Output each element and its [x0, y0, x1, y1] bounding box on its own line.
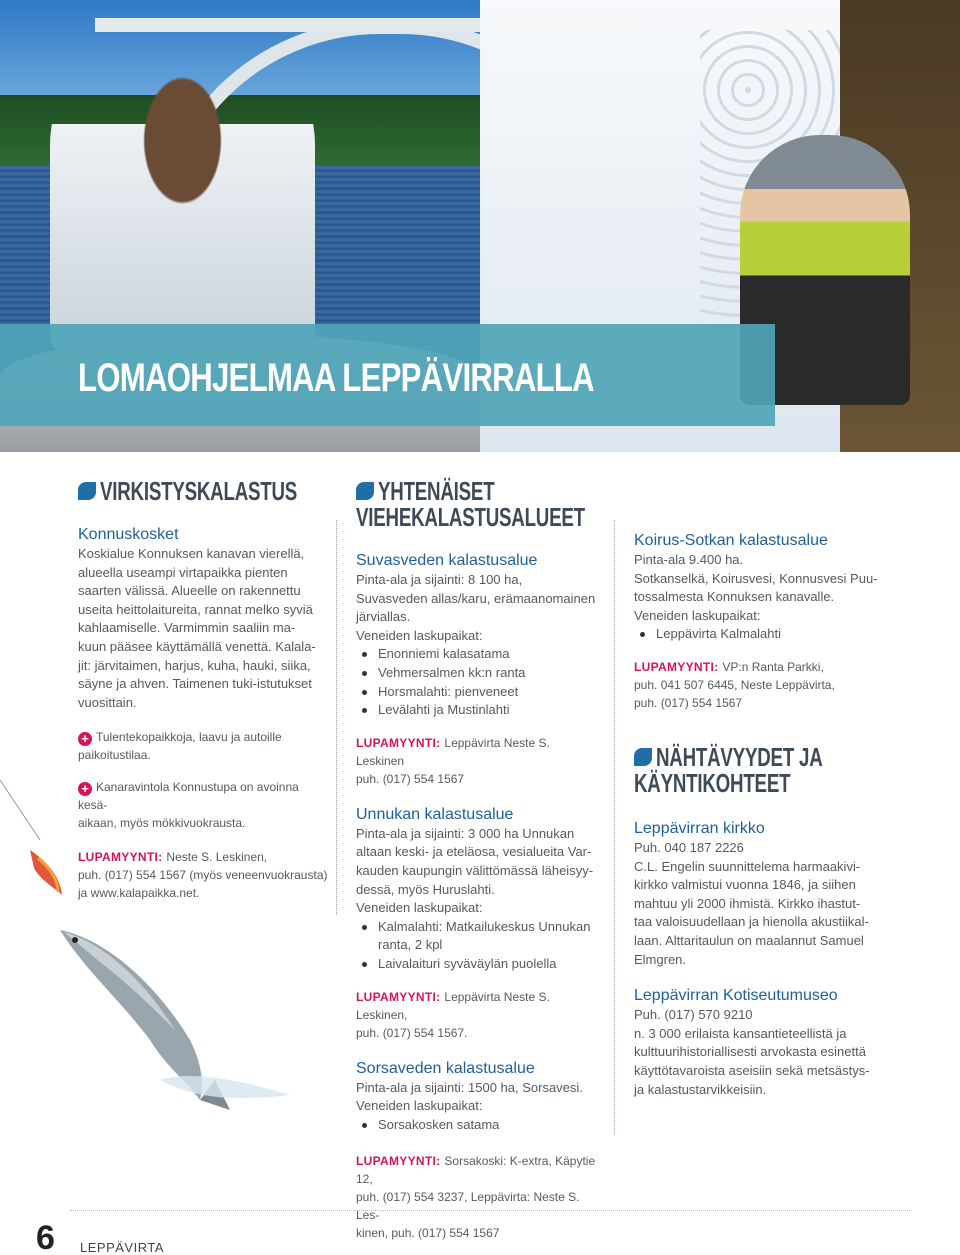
- text-line: kauden kaupungin välittömässä läheisyy-: [356, 862, 594, 878]
- text-line: Veneiden laskupaikat:: [356, 1098, 483, 1114]
- text-line: puh. (017) 554 1567: [356, 771, 465, 786]
- text-line: saarten välissä. Alueelle on rakennettu: [78, 583, 301, 599]
- text-line: puh. 041 507 6445, Neste Leppävirta,: [634, 677, 835, 692]
- area-description: [356, 571, 596, 645]
- list-item: Enonniemi kalasatama: [356, 645, 596, 664]
- text-line: järviallas.: [356, 609, 411, 625]
- launch-list: [356, 918, 596, 974]
- text-line: Sotkanselkä, Koirusvesi, Konnusvesi Puu-: [634, 570, 878, 586]
- sight-title: Leppävirran Kotiseutumuseo: [634, 987, 838, 1005]
- text-line: ja www.kalapaikka.net.: [78, 886, 200, 901]
- list-item: [356, 918, 596, 955]
- sight-description: [634, 839, 884, 969]
- area-title: Unnukan kalastusalue: [356, 805, 514, 823]
- amenity-note: [78, 728, 328, 764]
- section-title-block: [634, 741, 887, 798]
- photo-paddler: [50, 25, 315, 355]
- area-title: Koirus-Sotkan kalastusalue: [634, 532, 828, 549]
- leaf-bullet-icon: [634, 748, 652, 766]
- text-line: puh. (017) 554 1567: [634, 695, 743, 710]
- launch-list: [356, 645, 596, 719]
- area-description: [634, 551, 884, 625]
- section-title: KÄYNTIKOHTEET: [634, 767, 791, 798]
- list-item: Vehmersalmen kk:n ranta: [356, 664, 596, 683]
- text-line: Sorsakoski: K-extra, Käpytie 12,: [356, 1154, 596, 1187]
- text-line: Leppävirta Neste S. Leskinen: [356, 735, 550, 768]
- column-viehekalastusalueet: [356, 478, 596, 1242]
- text-line: Veneiden laskupaikat:: [356, 900, 483, 916]
- text-line: C.L. Engelin suunnittelema harmaakivi-: [634, 858, 861, 874]
- text-line: käyttötavaroista aseisiin sekä metsästys-: [634, 1062, 870, 1078]
- text-line: ranta, 2 kpl: [378, 937, 443, 953]
- text-line: Puh. 040 187 2226: [634, 839, 744, 855]
- text-line: laan. Alttaritaulun on maalannut Samuel: [634, 932, 864, 948]
- area-title: Suvasveden kalastusalue: [356, 552, 538, 569]
- text-line: Neste S. Leskinen,: [166, 850, 268, 865]
- text-line: useita heittolaitureita, rannat melko syviä: [78, 601, 313, 617]
- text-line: Pinta-ala ja sijainti: 3 000 ha Unnukan: [356, 825, 575, 841]
- section-title: YHTENÄISET: [378, 476, 495, 506]
- fishing-line: [0, 780, 40, 840]
- section-title: VIRKISTYSKALASTUS: [100, 476, 298, 506]
- text-line: säyne ja ahven. Taimenen tuki-istutukset: [78, 676, 312, 692]
- text-line: vuosittain.: [78, 694, 137, 710]
- text-line: Veneiden laskupaikat:: [356, 627, 483, 643]
- text-line: Pinta-ala ja sijainti: 8 100 ha,: [356, 572, 523, 587]
- text-line: paikoitustilaa.: [78, 748, 151, 763]
- text-line: kahlaamiselle. Varmimmin saaliin ma-: [78, 620, 296, 636]
- leaf-bullet-icon: [78, 482, 96, 500]
- text-line: puh. (017) 554 3237, Leppävirta: Neste S. Les-: [356, 1190, 580, 1223]
- text-line: kulttuurihistoriallisesti arvokasta esinettä: [634, 1044, 866, 1060]
- text-line: taa valoisuudellaan ja hienolla akustiikal-: [634, 914, 869, 930]
- text-line: Kalmalahti: Matkailukeskus Unnukan: [378, 918, 591, 934]
- text-line: altaan keski- ja eteläosa, vesialueita Var-: [356, 844, 592, 860]
- text-line: puh. (017) 554 1567 (myös veneenvuokrausta): [78, 868, 328, 883]
- permit-sales: [356, 988, 596, 1042]
- area-description: [356, 1079, 596, 1116]
- permit-label: LUPAMYYNTI:: [78, 850, 163, 865]
- fish-illustration: [0, 780, 380, 1120]
- salmon-body: [60, 930, 202, 1100]
- plus-icon: +: [78, 732, 92, 746]
- list-item: Laivalaituri syväväylän puolella: [356, 955, 596, 974]
- text-line: Veneiden laskupaikat:: [634, 607, 761, 623]
- permit-sales: [356, 1152, 596, 1242]
- permit-label: LUPAMYYNTI:: [356, 989, 441, 1004]
- text-line: n. 3 000 erilaista kansantieteellistä ja: [634, 1025, 847, 1041]
- text-line: kirkko valmistui vuonna 1846, ja siihen: [634, 877, 856, 893]
- permit-sales: [634, 658, 884, 712]
- section-heading: [634, 741, 884, 798]
- launch-list: [356, 1116, 596, 1135]
- text-line: Pinta-ala ja sijainti: 1500 ha, Sorsavesi.: [356, 1079, 583, 1095]
- sight-description: [634, 1006, 884, 1099]
- text-line: alueella useampi virtapaikka pienten: [78, 564, 288, 580]
- text-line: kinen, puh. (017) 554 1567: [356, 1226, 500, 1241]
- text-line: aikaan, myös mökkivuokrausta.: [78, 816, 246, 831]
- salmon-eye: [72, 937, 78, 943]
- text-line: Puh. (017) 570 9210: [634, 1007, 753, 1023]
- section-heading: [356, 478, 596, 530]
- sight-title: Leppävirran kirkko: [634, 819, 765, 837]
- section-title: NÄHTÄVYYDET JA: [656, 741, 823, 772]
- list-item: Sorsakosken satama: [356, 1116, 596, 1135]
- text-line: VP:n Ranta Parkki,: [722, 659, 824, 674]
- section-heading: [78, 478, 328, 504]
- list-item: Levälahti ja Mustinlahti: [356, 701, 596, 720]
- column-divider: [614, 520, 615, 1135]
- launch-list: [634, 625, 884, 644]
- text-line: mahtuu yli 2000 ihmistä. Kirkko ihastut-: [634, 895, 861, 911]
- area-title: Sorsaveden kalastusalue: [356, 1059, 535, 1077]
- permit-label: LUPAMYYNTI:: [356, 1154, 441, 1169]
- place-description: [78, 545, 328, 712]
- section-title-block: [356, 476, 674, 532]
- text-line: Tulentekopaikkoja, laavu ja autoille: [96, 730, 282, 745]
- plus-icon: +: [78, 782, 92, 796]
- text-line: Kanaravintola Konnustupa on avoinna kesä-: [78, 780, 299, 813]
- footer-divider: [70, 1210, 912, 1211]
- list-item: Leppävirta Kalmalahti: [634, 625, 884, 644]
- leaf-bullet-icon: [356, 482, 374, 500]
- permit-sales: [356, 734, 596, 788]
- text-line: Pinta-ala 9.400 ha.: [634, 552, 744, 567]
- text-line: Leppävirta Neste S. Leskinen,: [356, 989, 550, 1022]
- page-number: 6: [36, 1219, 55, 1255]
- page-title: LOMAOHJELMAA LEPPÄVIRRALLA: [78, 356, 594, 400]
- footer-label: LEPPÄVIRTA: [80, 1240, 164, 1255]
- text-line: Koskialue Konnuksen kanavan vierellä,: [78, 546, 305, 561]
- text-line: jit: järvitaimen, harjus, kuha, hauki, siika,: [78, 657, 311, 673]
- water-splash: [160, 1076, 290, 1098]
- column-koirus-sotka-and-sights: [634, 530, 884, 1099]
- text-line: puh. (017) 554 1567.: [356, 1025, 468, 1040]
- place-title: Konnuskosket: [78, 526, 179, 543]
- list-item: Horsmalahti: pienveneet: [356, 683, 596, 702]
- text-line: ja kalastustarvikkeisiin.: [634, 1081, 767, 1097]
- text-line: Suvasveden allas/karu, erämaanomainen: [356, 590, 596, 606]
- text-line: tossalmesta Konnuksen kanavalle.: [634, 589, 835, 605]
- section-title: VIEHEKALASTUSALUEET: [356, 502, 585, 532]
- text-line: kuun pääsee käyttämällä venettä. Kalala-: [78, 638, 316, 654]
- permit-label: LUPAMYYNTI:: [634, 659, 719, 674]
- permit-label: LUPAMYYNTI:: [356, 735, 441, 750]
- area-description: [356, 825, 596, 918]
- text-line: Elmgren.: [634, 951, 687, 967]
- text-line: dessä, myös Huruslahti.: [356, 881, 495, 897]
